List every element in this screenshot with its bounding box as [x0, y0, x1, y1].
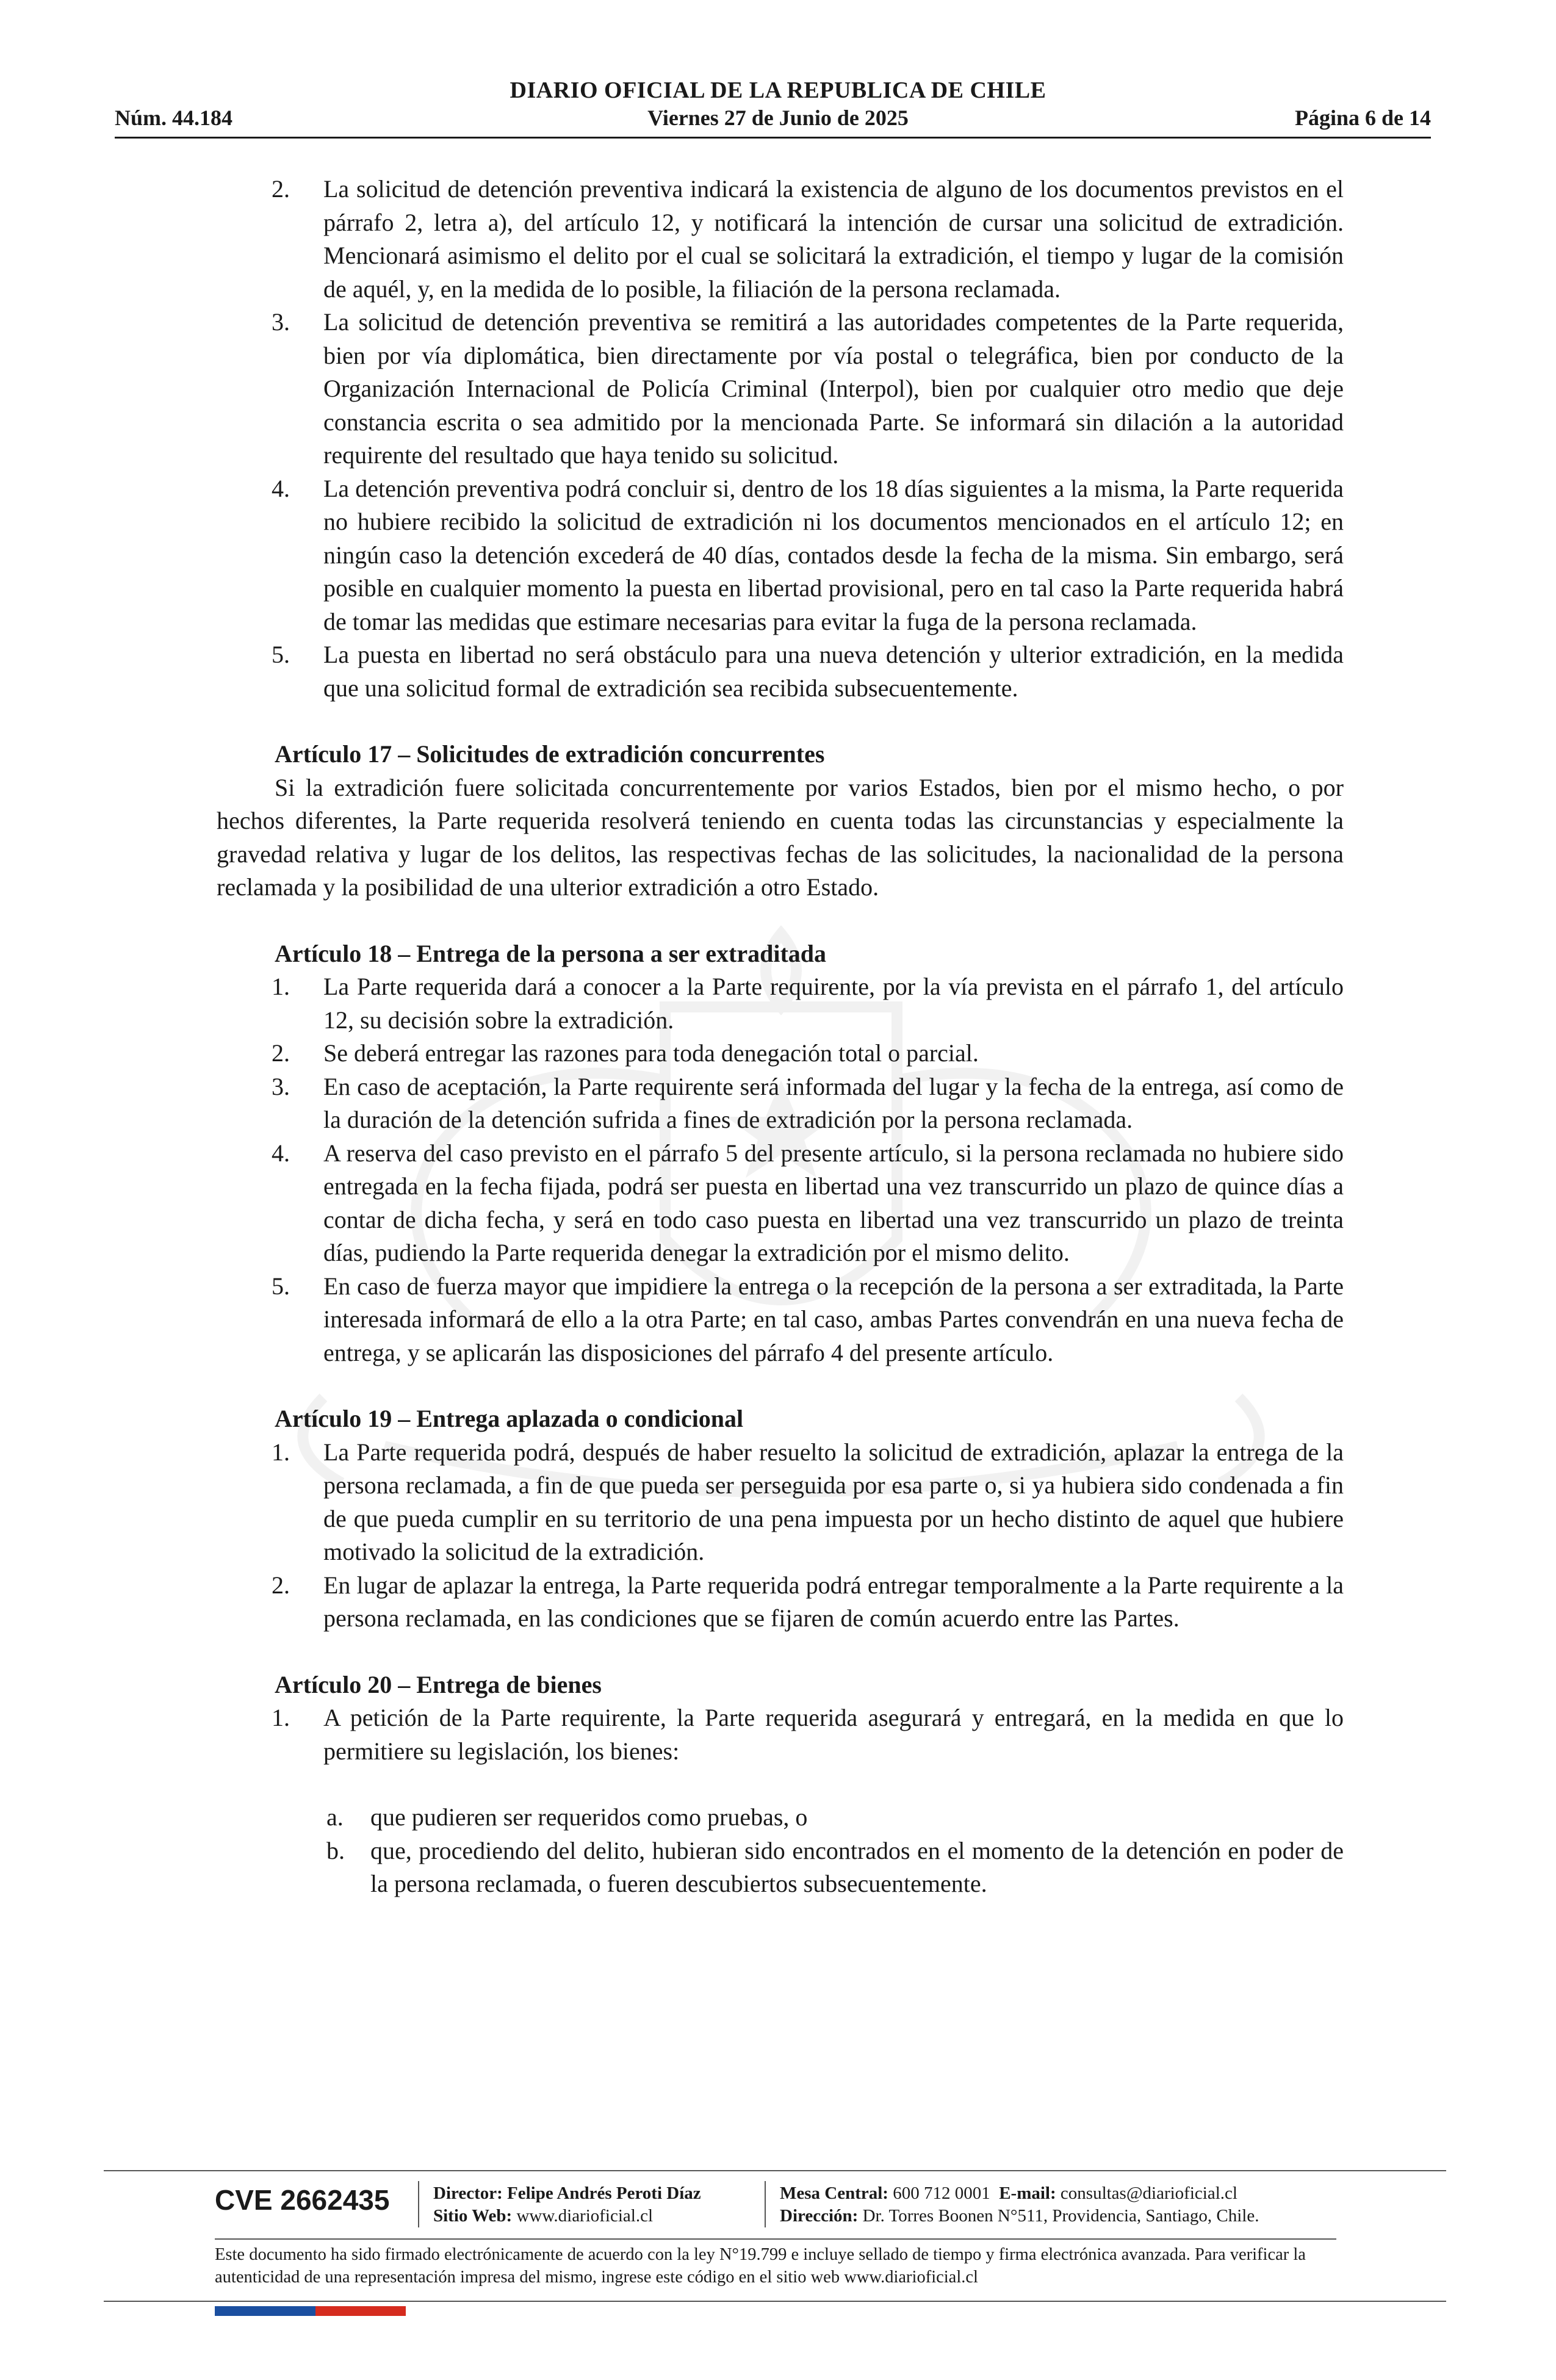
article-20-heading: Artículo 20 – Entrega de bienes [275, 1670, 602, 1698]
list-item-text: La solicitud de detención preventiva se remitirá a las autoridades competentes de la Parte requerida, bien por vía diplomática, bien directamente por vía postal o telegráfica, bien por conducto de la Organización Internacional de Policía Criminal (Interpol), bien por cualquier otro medio que deje constancia escrita o sea admitido por la mencionada Parte. Se informará sin dilación a la autoridad requirente del resultado que haya tenido su solicitud. [323, 308, 1344, 469]
gazette-title: DIARIO OFICIAL DE LA REPUBLICA DE CHILE [510, 78, 1046, 103]
article-18-heading: Artículo 18 – Entrega de la persona a ser extraditada [275, 939, 827, 967]
sublist-item-text: que, procediendo del delito, hubieran sido encontrados en el momento de la detención en poder de la persona reclamada, o fueren descubiertos subsecuentemente. [370, 1836, 1344, 1897]
article-19-heading: Artículo 19 – Entrega aplazada o condicional [275, 1405, 744, 1432]
list-item-text: En caso de aceptación, la Parte requirente será informada del lugar y la fecha de la entrega, así como de la duración de la detención sufrida a fines de extradición por la persona reclamada. [323, 1072, 1344, 1133]
flag-stripe-red [315, 2306, 406, 2316]
issue-number: Núm. 44.184 [115, 106, 233, 130]
sublist-item: b. que, procediendo del delito, hubieran sido encontrados en el momento de la detención en poder de la persona reclamada, o fueren descubiertos subsecuentemente. [326, 1836, 1344, 1897]
list-item: 1. A petición de la Parte requirente, la Parte requerida asegurará y entregará, en la medida en que lo permitiere su legislación, los bienes: [272, 1704, 1344, 1765]
article-19 [217, 1402, 1344, 1635]
list-item: 2. Se deberá entregar las razones para toda denegación total o parcial. [272, 1039, 979, 1067]
electronic-signature-notice: Este documento ha sido firmado electrónicamente de acuerdo con la ley N°19.799 e incluye sellado de tiempo y firma electrónica avanzada. Para verificar la autenticidad de una representación impresa del mismo, ingrese este código en el sitio web www.diarioficial.cl [215, 2245, 1306, 2287]
list-item-text: La puesta en libertad no será obstáculo para una nueva detención y ulterior extradición, en la medida que una solicitud formal de extradición sea recibida subsecuentemente. [323, 641, 1344, 702]
article-20 [217, 1668, 1344, 1901]
footer-divider-mid [215, 2238, 1336, 2240]
list-item: 2. La solicitud de detención preventiva indicará la existencia de alguno de los documentos previstos en el párrafo 2, letra a), del artículo 12, y notificará la intención de cursar una solicitud de extradición. Mencionará asimismo el delito por el cual se solicitará la extradición, el tiempo y lugar de la comisión de aquél, y, en la medida de lo posible, la filiación de la persona reclamada. [272, 175, 1344, 303]
list-item-text: Se deberá entregar las razones para toda denegación total o parcial. [323, 1039, 979, 1067]
list-item-text: A reserva del caso previsto en el párrafo 5 del presente artículo, si la persona reclamada no hubiere sido entregada en la fecha fijada, podrá ser puesta en libertad una vez transcurrido un plazo de quince días a contar de dicha fecha, y será en todo caso puesta en libertad una vez transcurrido un plazo de treinta días, pudiendo la Parte requerida denegar la extradición por el mismo delito. [323, 1139, 1344, 1266]
footer-divider-top [104, 2170, 1446, 2171]
footer-separator [418, 2181, 419, 2227]
article-17-paragraph: Si la extradición fuere solicitada concurrentemente por varios Estados, bien por el mismo hecho, o por hechos diferentes, la Parte requerida resolverá teniendo en cuenta todas las circunstancias y especialmente la gravedad relativa y lugar de los delitos, las respectivas fechas de las solicitudes, la nacionalidad de la persona reclamada y la posibilidad de una ulterior extradición a otro Estado. [217, 773, 1344, 901]
sublist-item-text: que pudieren ser requeridos como pruebas, o [370, 1803, 808, 1831]
flag-stripe-blue [215, 2306, 315, 2316]
contact-info: Mesa Central: 600 712 0001 E-mail: consultas@diarioficial.cl Dirección: Dr. Torres Boonen N°511, Providencia, Santiago, Chile. [780, 2183, 1259, 2226]
list-item: 1. La Parte requerida dará a conocer a la Parte requirente, por la vía prevista en el párrafo 1, del artículo 12, su decisión sobre la extradición. [272, 973, 1344, 1034]
continued-article-list [217, 173, 1344, 705]
article-20-sublist [217, 1801, 1344, 1901]
list-item: 1. La Parte requerida podrá, después de haber resuelto la solicitud de extradición, aplazar la entrega de la persona reclamada, a fin de que pueda ser perseguida por esa parte o, si ya hubiera sido condenada a fin de que pueda cumplir en su territorio de una pena impuesta por un hecho distinto de aquel que hubiere motivado la solicitud de la extradición. [272, 1438, 1344, 1565]
director-info: Director: Felipe Andrés Peroti Díaz Sitio Web: www.diarioficial.cl [433, 2183, 701, 2226]
list-item: 5. En caso de fuerza mayor que impidiere la entrega o la recepción de la persona a ser extraditada, la Parte interesada informará de ello a la otra Parte; en tal caso, ambas Partes convendrán en una nueva fecha de entrega, y se aplicarán las disposiciones del párrafo 4 del presente artículo. [272, 1272, 1344, 1366]
list-item-text: La detención preventiva podrá concluir si, dentro de los 18 días siguientes a la misma, la Parte requerida no hubiere recibido la solicitud de extradición ni los documentos mencionados en el artículo 12; en ningún caso la detención excederá de 40 días, contados desde la fecha de la misma. Sin embargo, será posible en cualquier momento la puesta en libertad provisional, pero en tal caso la Parte requerida habrá de tomar las medidas que estimare necesarias para evitar la fuga de la persona reclamada. [323, 474, 1344, 635]
footer-divider-bottom [104, 2301, 1446, 2302]
issue-date: Viernes 27 de Junio de 2025 [647, 106, 909, 130]
address: Dr. Torres Boonen N°511, Providencia, Santiago, Chile. [862, 2206, 1259, 2226]
page-indicator: Página 6 de 14 [1294, 106, 1431, 130]
list-item-text: La solicitud de detención preventiva indicará la existencia de alguno de los documentos previstos en el párrafo 2, letra a), del artículo 12, y notificará la intención de cursar una solicitud de extradición. Mencionará asimismo el delito por el cual se solicitará la extradición, el tiempo y lugar de la comisión de aquél, y, en la medida de lo posible, la filiación de la persona reclamada. [323, 175, 1344, 303]
director-name: Felipe Andrés Peroti Díaz [507, 2183, 701, 2203]
article-17-heading: Artículo 17 – Solicitudes de extradición concurrentes [275, 740, 825, 768]
list-item: 3. En caso de aceptación, la Parte requirente será informada del lugar y la fecha de la entrega, así como de la duración de la detención sufrida a fines de extradición por la persona reclamada. [272, 1072, 1344, 1133]
cve-code: CVE 2662435 [215, 2184, 390, 2216]
email-link[interactable]: consultas@diarioficial.cl [1060, 2183, 1237, 2203]
list-item-text: En caso de fuerza mayor que impidiere la entrega o la recepción de la persona a ser extraditada, la Parte interesada informará de ello a la otra Parte; en tal caso, ambas Partes convendrán en una nueva fecha de entrega, y se aplicarán las disposiciones del párrafo 4 del presente artículo. [323, 1272, 1344, 1366]
document-body [217, 173, 1344, 1901]
list-item: 2. En lugar de aplazar la entrega, la Parte requerida podrá entregar temporalmente a la Parte requirente a la persona reclamada, en las condiciones que se fijaren de común acuerdo entre las Partes. [272, 1571, 1344, 1632]
article-17 [217, 738, 1344, 904]
list-item: 4. A reserva del caso previsto en el párrafo 5 del presente artículo, si la persona reclamada no hubiere sido entregada en la fecha fijada, podrá ser puesta en libertad una vez transcurrido un plazo de quince días a contar de dicha fecha, y será en todo caso puesta en libertad una vez transcurrido un plazo de treinta días, pudiendo la Parte requerida denegar la extradición por el mismo delito. [272, 1139, 1344, 1266]
list-item-text: La Parte requerida podrá, después de haber resuelto la solicitud de extradición, aplazar la entrega de la persona reclamada, a fin de que pueda ser perseguida por esa parte o, si ya hubiera sido condenada a fin de que pueda cumplir en su territorio de una pena impuesta por un hecho distinto de aquel que hubiere motivado la solicitud de la extradición. [323, 1438, 1344, 1565]
phone-number: 600 712 0001 [893, 2183, 990, 2203]
list-item: 3. La solicitud de detención preventiva se remitirá a las autoridades competentes de la Parte requerida, bien por vía diplomática, bien directamente por vía postal o telegráfica, bien por conducto de la Organización Internacional de Policía Criminal (Interpol), bien por cualquier otro medio que deje constancia escrita o sea admitido por la mencionada Parte. Se informará sin dilación a la autoridad requirente del resultado que haya tenido su solicitud. [272, 308, 1344, 469]
list-item-text: La Parte requerida dará a conocer a la Parte requirente, por la vía prevista en el párrafo 1, del artículo 12, su decisión sobre la extradición. [323, 973, 1344, 1034]
header-divider [115, 137, 1431, 139]
website-link[interactable]: www.diarioficial.cl [516, 2206, 654, 2226]
list-item-text: En lugar de aplazar la entrega, la Parte requerida podrá entregar temporalmente a la Parte requirente a la persona reclamada, en las condiciones que se fijaren de común acuerdo entre las Partes. [323, 1571, 1344, 1632]
list-item: 5. La puesta en libertad no será obstáculo para una nueva detención y ulterior extradición, en la medida que una solicitud formal de extradición sea recibida subsecuentemente. [272, 641, 1344, 702]
footer-separator [765, 2181, 766, 2227]
list-item-text: A petición de la Parte requirente, la Parte requerida asegurará y entregará, en la medida en que lo permitiere su legislación, los bienes: [323, 1704, 1344, 1765]
article-18 [217, 937, 1344, 1370]
list-item: 4. La detención preventiva podrá concluir si, dentro de los 18 días siguientes a la misma, la Parte requerida no hubiere recibido la solicitud de extradición ni los documentos mencionados en el artículo 12; en ningún caso la detención excederá de 40 días, contados desde la fecha de la misma. Sin embargo, será posible en cualquier momento la puesta en libertad provisional, pero en tal caso la Parte requerida habrá de tomar las medidas que estimare necesarias para evitar la fuga de la persona reclamada. [272, 474, 1344, 635]
sublist-item: a. que pudieren ser requeridos como pruebas, o [326, 1803, 808, 1831]
